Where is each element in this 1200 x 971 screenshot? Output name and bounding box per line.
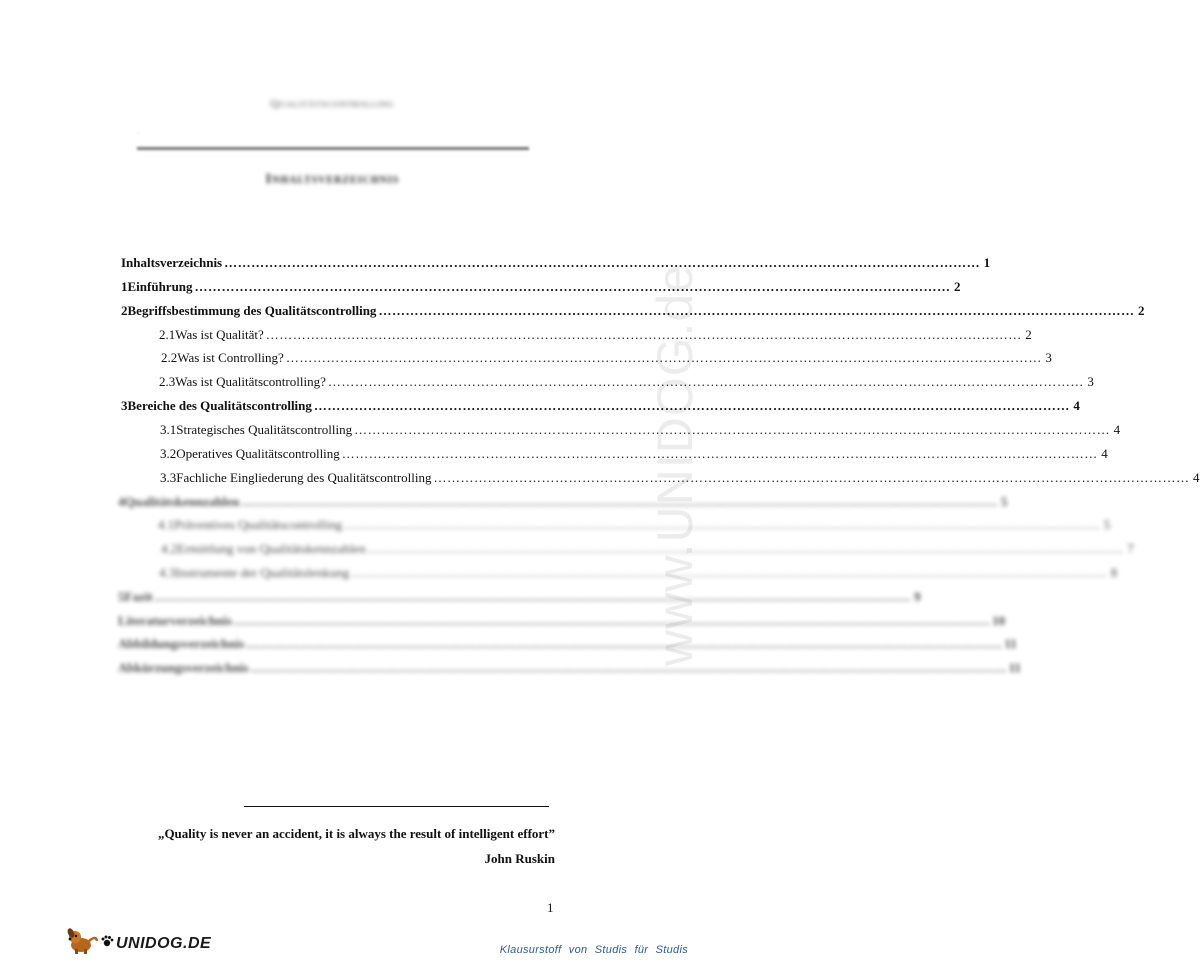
toc-title: Abkürzungsverzeichnis [118,660,249,675]
logo-text: UNIDOG.DE [116,934,212,952]
toc-leader [155,589,911,605]
toc-title: Qualitätskennzahlen [124,494,240,509]
toc-page: 2 [1025,327,1032,342]
toc-leader [246,636,1002,652]
toc-title: Ermittlung von Qualitätskennzahlen [177,541,366,556]
toc-page: 5 [1000,494,1008,509]
toc-number: 3.1 [160,422,177,437]
toc-leader [351,565,1107,581]
toc-entry [118,660,1022,676]
toc-entry [159,565,1118,581]
toc-page: 4 [1073,398,1080,413]
toc-page: 2 [954,279,961,294]
toc-page: 1 [983,255,991,270]
toc-entry [118,589,921,605]
toc-title: Instrumente der Qualitätslenkung [175,565,350,580]
toc-title: Was ist Controlling? [177,350,284,365]
toc-leader [234,613,990,629]
epigraph-author: John Ruskin [484,851,555,866]
toc-entry [121,303,1145,319]
toc-number: 2.1 [159,327,176,342]
toc-page: 4 [1113,422,1121,437]
toc-page: 8 [1110,565,1118,580]
toc-number: 3.2 [160,446,177,461]
toc-page: 3 [1087,374,1094,389]
epigraph-quote: „Quality is never an accident, it is always the result of intelligent effort” [157,826,555,841]
toc-leader [368,541,1124,557]
toc-page: 7 [1127,541,1134,556]
running-header: Qualitätscontrolling [270,98,395,110]
toc-leader [266,327,1022,343]
toc-page: 2 [1137,303,1145,318]
toc-entry [160,422,1121,438]
toc-entry [121,279,961,295]
toc-title: Was ist Qualitätscontrolling? [175,374,326,389]
page-number: 1 [547,900,554,915]
toc-title: Literaturverzeichnis [118,613,233,628]
toc-number: 3.3 [160,470,177,485]
toc-title: Bereiche des Qualitätscontrolling [127,398,312,413]
toc-page: 9 [914,589,921,604]
footer-tagline: Klausurstoff von Studis für Studis [499,944,688,956]
toc-leader [344,517,1100,533]
toc-leader [286,350,1042,366]
toc-number: 2.3 [159,374,176,389]
toc-title: Einführung [127,279,193,294]
toc-number: 2 [121,303,128,318]
toc-entry [118,494,1008,510]
toc-leader [342,446,1098,462]
paw-icon [100,934,114,953]
toc-page: 10 [992,613,1006,628]
toc-leader [378,303,1134,319]
toc-title: Operatives Qualitätscontrolling [176,446,340,461]
toc-leader [314,398,1070,414]
toc-entry [121,398,1080,414]
toc-title: Was ist Qualität? [175,327,264,342]
header-mark: · [137,129,140,138]
toc-number: 1 [121,279,128,294]
dog-icon [66,927,100,960]
toc-entry [118,613,1006,629]
toc-number: 4 [118,494,125,509]
toc-title: Abbildungsverzeichnis [118,636,245,651]
toc-entry [118,636,1017,652]
toc-leader [224,255,980,271]
toc-entry [160,470,1200,486]
toc-leader [251,660,1007,676]
toc-page: 4 [1101,446,1108,461]
toc-page: 5 [1103,517,1111,532]
watermark: www.UNIDOG.de [647,264,703,666]
toc-entry [158,517,1111,533]
unidog-logo[interactable] [66,927,211,960]
toc-title: Präventives Qualitätscontrolling [174,517,343,532]
toc-number: 4.1 [158,517,175,532]
toc-number: 4.3 [159,565,176,580]
toc-number: 5 [118,589,125,604]
toc-entry [121,255,991,271]
toc-entry [160,446,1108,462]
toc-title: Fachliche Eingliederung des Qualitätscontrolling [176,470,432,485]
toc-page: 11 [1004,636,1017,651]
toc-title: Fazit [124,589,153,604]
toc-title: Inhaltsverzeichnis [121,255,223,270]
toc-entry [159,374,1094,390]
toc-leader [241,494,997,510]
toc-leader [354,422,1110,438]
quote-divider [244,806,549,807]
toc-title: Begriffsbestimmung des Qualitätscontrolling [127,303,377,318]
toc-page: 11 [1008,660,1022,675]
toc-page: 4 [1193,470,1200,485]
page-heading: Inhaltsverzeichnis [265,172,400,187]
toc-title: Strategisches Qualitätscontrolling [176,422,353,437]
toc-entry [161,541,1134,557]
toc-leader [195,279,951,295]
toc-entry [159,327,1032,343]
toc-entry [161,350,1052,366]
toc-number: 3 [121,398,128,413]
toc-number: 4.2 [161,541,178,556]
toc-number: 2.2 [161,350,178,365]
toc-leader [434,470,1190,486]
toc-page: 3 [1045,350,1052,365]
toc-leader [328,374,1084,390]
